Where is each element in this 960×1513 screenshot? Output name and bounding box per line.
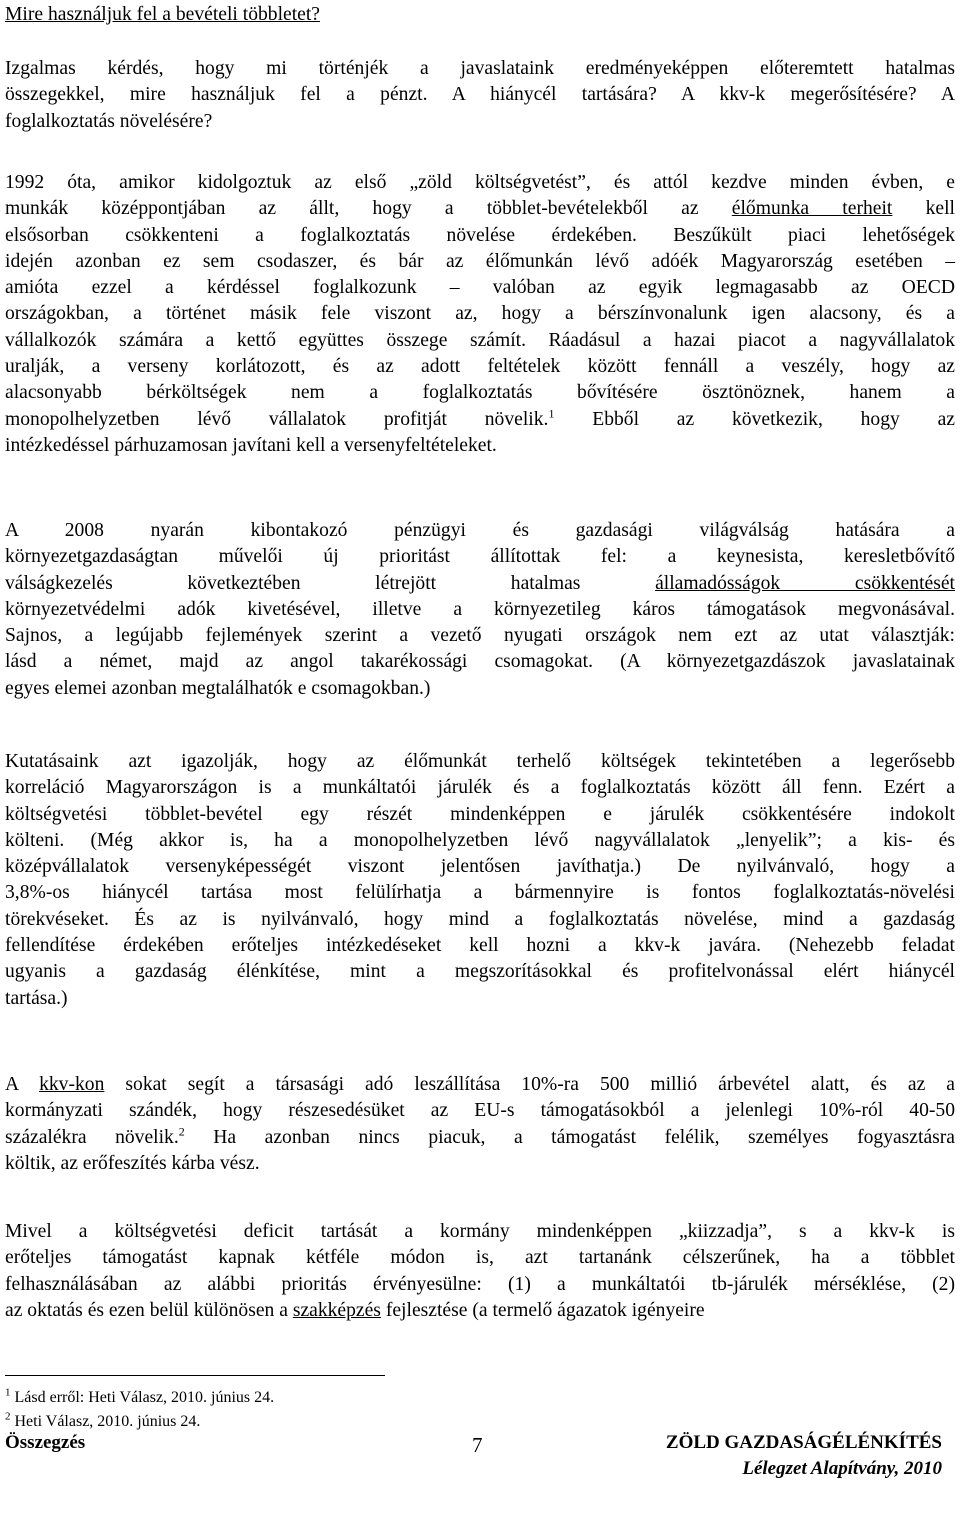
paragraph-6 <box>5 1219 955 1324</box>
footnote-reference: 2 <box>178 1124 185 1139</box>
text-line: elsősorban csökkenteni a foglalkoztatás növelése érdekében. Beszűkült piaci lehetőségek <box>5 224 955 246</box>
footnote-2-number: 2 <box>5 1410 11 1423</box>
text-line: alacsonyabb bérköltségek nem a foglalkoztatás bővítésére ösztönöznek, hanem a <box>5 382 955 404</box>
text-line: az oktatás és ezen belül különösen a szakképzés fejlesztése (a termelő ágazatok igényeire <box>5 1299 705 1321</box>
text-line: A kkv-kon sokat segít a társasági adó leszállítása 10%-ra 500 millió árbevétel alatt, és az a <box>5 1074 956 1095</box>
underlined-term: államadósságok csökkentését <box>655 572 955 594</box>
footnote-2-text: Heti Válasz, 2010. június 24. <box>10 1413 201 1430</box>
footer-section-title: Összegzés <box>5 1432 86 1453</box>
footer-publication <box>666 1430 942 1482</box>
footnote-1-text: Lásd erről: Heti Válasz, 2010. június 24. <box>10 1389 275 1406</box>
text-line: költségvetési többlet-bevétel egy részét mindenképpen e járulék csökkentésére indokolt <box>5 803 955 825</box>
text-line: százalékra növelik.$^2$ Ha azonban nincs piacuk, a támogatást felélik, személyes fogyasztásra <box>5 1124 955 1148</box>
text-line: Mivel a költségvetési deficit tartását a kormány mindenképpen „kiizzadja”, s a kkv-k is <box>5 1221 955 1242</box>
paragraph-4 <box>5 749 955 1012</box>
text-line: felhasználásában az alábbi prioritás érvényesülne: (1) a munkáltatói tb-járulék mérséklése, (2) <box>5 1273 955 1295</box>
text-line: korreláció Magyarországon is a munkáltatói járulék és a foglalkoztatás között áll fenn. Ezért a <box>5 777 955 799</box>
text-line: erőteljes támogatást kapnak kétféle módon is, azt tartanánk célszerűnek, ha a többlet <box>5 1247 955 1269</box>
text-line: lásd a német, majd az angol takarékossági csomagokat. (A környezetgazdászok javaslatainak <box>5 651 955 673</box>
underlined-term: szakképzés <box>292 1299 381 1321</box>
underlined-term: kkv-kon <box>39 1074 105 1095</box>
text-line: Sajnos, a legújabb fejlemények szerint a vezető nyugati országok nem ezt az utat választják: <box>5 625 955 647</box>
text-line: törekvéseket. És az is nyilvánvaló, hogy mind a foglalkoztatás növelése, mind a gazdaság <box>5 908 955 930</box>
text-line: foglalkoztatás növelésére? <box>5 110 213 132</box>
page-number: 7 <box>472 1433 483 1457</box>
text-line: egyes elemei azonban megtalálhatók e csomagokban.) <box>5 677 431 699</box>
text-line: ugyanis a gazdaság élénkítése, mint a megszorításokkal és profitelvonással elért hiánycél <box>5 961 955 983</box>
footnote-1 <box>5 1388 274 1408</box>
text-line: tartása.) <box>5 987 68 1009</box>
paragraph-1 <box>5 56 955 135</box>
text-line: A 2008 nyarán kibontakozó pénzügyi és gazdasági világválság hatására a <box>5 520 955 541</box>
text-line: középvállalatok versenyképességét viszont jelentősen javíthatja.) De nyilvánvaló, hogy a <box>5 856 955 878</box>
text-line: amióta ezzel a kérdéssel foglalkozunk – valóban az egyik legmagasabb az OECD <box>5 277 955 299</box>
footer-publication-subtitle: Lélegzet Alapítvány, 2010 <box>742 1458 942 1479</box>
text-line: összegekkel, mire használjuk fel a pénzt. A hiánycél tartására? A kkv-k megerősítésére? A <box>5 84 955 106</box>
text-line: 1992 óta, amikor kidolgoztuk az első „zöld költségvetést”, és attól kezdve minden évben, e <box>5 172 955 193</box>
text-line: válságkezelés következtében létrejött hatalmas államadósságok csökkentését <box>5 572 955 594</box>
text-line: országokban, a történet másik fele viszont az, hogy a bérszínvonalunk igen alacsony, és a <box>5 303 955 325</box>
text-line: kormányzati szándék, hogy részesedésüket az EU-s támogatásokból a jelenlegi 10%-ról 40-50 <box>5 1100 955 1122</box>
text-line: 3,8%-os hiánycél tartása most felülírhatja a bármennyire is fontos foglalkoztatás-növelési <box>5 882 955 904</box>
paragraph-3 <box>5 518 955 702</box>
footnote-1-number: 1 <box>5 1386 11 1399</box>
footnote-separator <box>5 1375 385 1376</box>
text-line: uralják, a verseny korlátozott, és az adott feltételek között fennáll a veszély, hogy az <box>5 356 955 378</box>
text-line: munkák középpontjában az állt, hogy a többlet-bevételekből az élőmunka terheit kell <box>5 198 955 220</box>
paragraph-2 <box>5 170 955 459</box>
text-line: vállalkozók számára a kettő együttes összege számít. Ráadásul a hazai piacot a nagyvállalatok <box>5 329 955 351</box>
text-line: környezetvédelmi adók kivetésével, illetve a környezetileg káros támogatások megvonásával. <box>5 598 955 620</box>
paragraph-5 <box>5 1072 955 1177</box>
text-line: költeni. (Még akkor is, ha a monopolhelyzetben lévő nagyvállalatok „lenyelik”; a kis- és <box>5 829 955 851</box>
section-heading: Mire használjuk fel a bevételi többletet? <box>5 4 321 25</box>
text-line: Izgalmas kérdés, hogy mi történjék a javaslataink eredményeképpen előteremtett hatalmas <box>5 58 955 79</box>
text-line: monopolhelyzetben lévő vállalatok profitját növelik.$^1$ Ebből az következik, hogy az <box>5 406 955 430</box>
text-line: idején azonban ez sem csodaszer, és bár az élőmunkán lévő adóék Magyarország esetében – <box>5 250 955 272</box>
text-line: Kutatásaink azt igazolják, hogy az élőmunkát terhelő költségek tekintetében a legerősebb <box>5 751 955 772</box>
text-line: fellendítése érdekében erőteljes intézkedéseket kell hozni a kkv-k javára. (Nehezebb feladat <box>5 935 955 957</box>
footnote-2 <box>5 1412 200 1432</box>
underlined-term: élőmunka terheit <box>731 198 893 220</box>
text-line: intézkedéssel párhuzamosan javítani kell a versenyfeltételeket. <box>5 434 497 456</box>
footer-publication-title: ZÖLD GAZDASÁGÉLÉNKÍTÉS <box>665 1432 942 1453</box>
text-line: környezetgazdaságtan művelői új prioritást állítottak fel: a keynesista, keresletbővítő <box>5 546 955 568</box>
text-line: költik, az erőfeszítés kárba vész. <box>5 1152 260 1174</box>
footnote-reference: 1 <box>548 406 555 421</box>
